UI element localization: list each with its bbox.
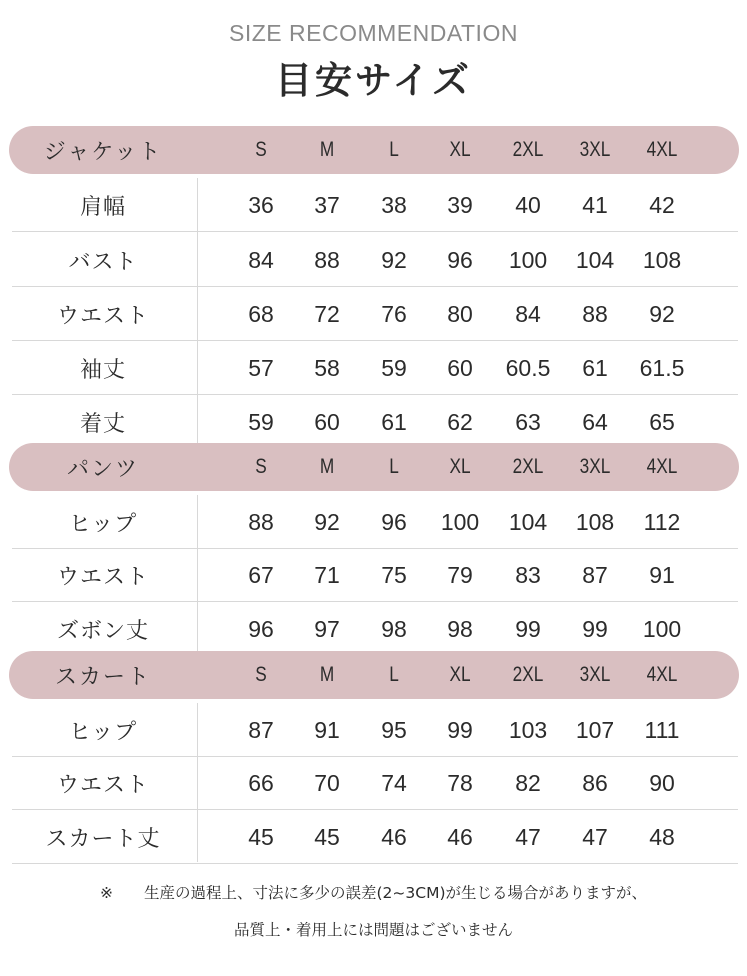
size-column-header: S (255, 138, 267, 161)
measurement-value: 65 (649, 408, 675, 435)
size-column-header: L (389, 138, 399, 161)
measurement-value: 96 (447, 246, 473, 273)
measurement-value: 71 (314, 561, 340, 588)
measurement-value: 46 (381, 823, 407, 850)
measurement-value: 88 (248, 508, 274, 535)
measurement-value: 58 (314, 354, 340, 381)
measurement-value: 96 (381, 508, 407, 535)
size-column-header: 2XL (512, 138, 544, 161)
measurement-value: 75 (381, 561, 407, 588)
size-column-header: XL (449, 138, 471, 161)
section-header-label: ジャケット (43, 139, 163, 165)
size-column-header: XL (449, 455, 471, 478)
size-column-header: M (319, 138, 335, 161)
measurement-value: 104 (575, 246, 615, 273)
disclaimer-note-line-1: ※ 生産の過程上、寸法に多少の誤差(2~3CM)が生じる場合がありますが、 (100, 884, 647, 902)
measurement-value: 103 (508, 716, 548, 743)
table-row (9, 287, 739, 341)
table-row (9, 233, 739, 287)
measurement-value: 67 (248, 561, 274, 588)
measurement-value: 97 (314, 615, 340, 642)
measurement-value: 59 (248, 408, 274, 435)
size-column-header: 4XL (646, 138, 678, 161)
measurement-value: 46 (447, 823, 473, 850)
measurement-value: 83 (515, 561, 541, 588)
row-separator (12, 863, 738, 864)
measurement-value: 104 (508, 508, 548, 535)
row-label: 着丈 (79, 411, 126, 437)
measurement-value: 100 (642, 615, 682, 642)
table-row (9, 395, 739, 449)
measurement-value: 99 (447, 716, 473, 743)
measurement-value: 42 (649, 191, 675, 218)
section-header-label: パンツ (66, 456, 139, 482)
measurement-value: 78 (447, 769, 473, 796)
measurement-value: 60 (447, 354, 473, 381)
measurement-value: 82 (515, 769, 541, 796)
table-row (9, 548, 739, 602)
measurement-value: 84 (515, 300, 541, 327)
measurement-value: 41 (582, 191, 608, 218)
row-label: ズボン丈 (56, 618, 149, 644)
measurement-value: 108 (575, 508, 615, 535)
measurement-value: 99 (582, 615, 608, 642)
size-column-header: 2XL (512, 455, 544, 478)
measurement-value: 74 (381, 769, 407, 796)
measurement-value: 38 (381, 191, 407, 218)
size-column-header: L (389, 455, 399, 478)
measurement-value: 66 (248, 769, 274, 796)
measurement-value: 45 (248, 823, 274, 850)
size-column-header: 3XL (579, 455, 611, 478)
size-column-header: 2XL (512, 663, 544, 686)
measurement-value: 107 (575, 716, 615, 743)
measurement-value: 112 (643, 508, 681, 535)
size-column-header: S (255, 455, 267, 478)
size-column-header: XL (449, 663, 471, 686)
measurement-value: 36 (248, 191, 274, 218)
measurement-value: 59 (381, 354, 407, 381)
measurement-value: 96 (248, 615, 274, 642)
measurement-value: 86 (582, 769, 608, 796)
measurement-value: 91 (649, 561, 675, 588)
measurement-value: 37 (314, 191, 340, 218)
measurement-value: 100 (440, 508, 480, 535)
measurement-value: 88 (582, 300, 608, 327)
measurement-value: 100 (508, 246, 548, 273)
row-label: 袖丈 (79, 357, 126, 383)
measurement-value: 63 (515, 408, 541, 435)
row-label: ウエスト (56, 303, 149, 329)
size-column-header: L (389, 663, 399, 686)
measurement-value: 57 (248, 354, 274, 381)
size-column-header: 4XL (646, 663, 678, 686)
table-row (9, 341, 739, 395)
table-row (9, 810, 739, 864)
measurement-value: 79 (447, 561, 473, 588)
table-row (9, 756, 739, 810)
measurement-value: 90 (649, 769, 675, 796)
row-label: ウエスト (56, 564, 149, 590)
row-label: ヒップ (68, 511, 138, 537)
measurement-value: 48 (649, 823, 675, 850)
measurement-value: 91 (314, 716, 340, 743)
measurement-value: 98 (381, 615, 407, 642)
section-header-row (9, 126, 739, 174)
measurement-value: 84 (248, 246, 274, 273)
measurement-value: 70 (314, 769, 340, 796)
row-label: ウエスト (56, 772, 149, 798)
size-column-header: M (319, 455, 335, 478)
table-row (9, 703, 739, 757)
size-column-header: 3XL (579, 663, 611, 686)
measurement-value: 68 (248, 300, 274, 327)
row-label: 肩幅 (79, 194, 126, 220)
size-column-header: S (255, 663, 267, 686)
measurement-value: 80 (447, 300, 473, 327)
measurement-value: 61.5 (639, 354, 685, 381)
measurement-value: 60 (314, 408, 340, 435)
measurement-value: 45 (314, 823, 340, 850)
row-label: バスト (68, 249, 138, 275)
measurement-value: 98 (447, 615, 473, 642)
section-header-row (9, 443, 739, 491)
measurement-value: 47 (515, 823, 541, 850)
page-subtitle: SIZE RECOMMENDATION (229, 20, 518, 46)
measurement-value: 39 (447, 191, 473, 218)
measurement-value: 111 (644, 716, 680, 743)
measurement-value: 95 (381, 716, 407, 743)
table-row (9, 495, 739, 549)
page-title: 目安サイズ (274, 59, 473, 102)
measurement-value: 61 (582, 354, 608, 381)
measurement-value: 62 (447, 408, 473, 435)
section-header-label: スカート (54, 664, 151, 690)
size-column-header: 3XL (579, 138, 611, 161)
measurement-value: 108 (642, 246, 682, 273)
measurement-value: 92 (381, 246, 407, 273)
disclaimer-note-line-2: 品質上・着用上には問題はございません (233, 921, 513, 939)
measurement-value: 87 (582, 561, 608, 588)
measurement-value: 76 (381, 300, 407, 327)
measurement-value: 99 (515, 615, 541, 642)
measurement-value: 92 (314, 508, 340, 535)
measurement-value: 47 (582, 823, 608, 850)
row-label: スカート丈 (45, 826, 161, 852)
size-column-header: 4XL (646, 455, 678, 478)
measurement-value: 61 (381, 408, 407, 435)
measurement-value: 64 (582, 408, 608, 435)
size-column-header: M (319, 663, 335, 686)
measurement-value: 87 (248, 716, 274, 743)
table-row (9, 178, 739, 232)
measurement-value: 60.5 (505, 354, 551, 381)
row-label: ヒップ (68, 719, 138, 745)
section-header-row (9, 651, 739, 699)
table-row (9, 602, 739, 656)
measurement-value: 92 (649, 300, 675, 327)
row-separator (12, 231, 738, 232)
measurement-value: 40 (515, 191, 541, 218)
measurement-value: 88 (314, 246, 340, 273)
measurement-value: 72 (314, 300, 340, 327)
